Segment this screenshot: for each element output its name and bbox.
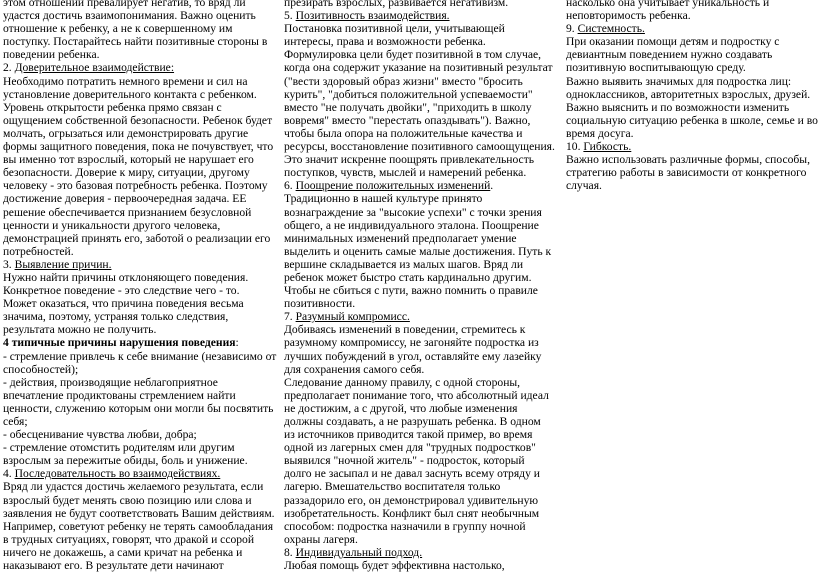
text-run: 6. bbox=[284, 179, 296, 193]
text-run: удастся достичь взаимопонимания. Важно оценить bbox=[3, 9, 256, 23]
text-line bbox=[3, 363, 273, 376]
text-run: 8. bbox=[284, 545, 296, 559]
text-run: позитивную воспитывающую среду. bbox=[566, 61, 746, 75]
text-line bbox=[284, 192, 550, 205]
text-line bbox=[3, 245, 273, 258]
text-line bbox=[284, 9, 550, 22]
text-run: демонстрацией принять его, заботой о реализации его bbox=[3, 231, 271, 245]
text-line bbox=[566, 22, 812, 35]
text-run: одной из лагерных смен для "трудных подростков" bbox=[284, 441, 536, 455]
text-run: предполагает понимание того, что абсолютный идеал bbox=[284, 388, 549, 402]
text-run: формы защитного поведения, пока не почувствует, что bbox=[3, 140, 274, 154]
text-line bbox=[3, 9, 273, 22]
text-run: раззадорило его, он демонстрировал удивительную bbox=[284, 493, 539, 507]
text-run: Следование данному правилу, с одной стороны, bbox=[284, 375, 521, 389]
text-run: потребностей. bbox=[3, 244, 74, 258]
text-line bbox=[284, 101, 550, 114]
text-run: Например, советуют ребенку не терять самообладания bbox=[3, 519, 274, 533]
text-line bbox=[566, 35, 812, 48]
text-run: вместо "не получать двойки", "приходить в школу bbox=[284, 100, 532, 114]
text-run: одноклассников, авторитетных взрослых, друзей. bbox=[566, 87, 811, 101]
text-line bbox=[566, 153, 812, 166]
text-line bbox=[3, 153, 273, 166]
text-line bbox=[3, 0, 273, 9]
text-line bbox=[3, 533, 273, 546]
section-heading: Выявление причин. bbox=[14, 257, 112, 271]
text-run: . bbox=[490, 179, 494, 193]
text-line bbox=[3, 520, 273, 533]
text-run: Добиваясь изменений в поведении, стремитесь к bbox=[284, 323, 526, 337]
text-line bbox=[284, 467, 550, 480]
text-run: позитивности. bbox=[284, 297, 356, 311]
text-line bbox=[284, 114, 550, 127]
text-run: 3. bbox=[3, 257, 15, 271]
text-line bbox=[284, 323, 550, 336]
text-line bbox=[284, 61, 553, 75]
text-line bbox=[3, 35, 273, 48]
text-line bbox=[3, 219, 273, 232]
text-line bbox=[284, 310, 550, 323]
section-heading: Поощрение положительных изменений bbox=[295, 179, 491, 193]
text-run: в трудных ситуациях, говорят, что дракой и ссорой bbox=[3, 532, 255, 546]
text-run: Нужно найти причины отклоняющего поведения. bbox=[3, 270, 249, 284]
text-run: наказывают его. В результате дети начинают bbox=[3, 559, 224, 572]
text-run: 7. bbox=[284, 310, 296, 324]
text-line bbox=[3, 494, 273, 507]
text-line bbox=[284, 454, 550, 467]
text-run: этом отношении превалирует негатив, то вряд ли bbox=[3, 0, 246, 9]
text-line bbox=[284, 350, 550, 363]
text-line bbox=[3, 297, 273, 310]
section-heading: Последовательность во взаимодействиях. bbox=[14, 467, 221, 481]
text-run: способом: подростка назначили в группу ночной bbox=[284, 519, 526, 533]
text-line bbox=[3, 61, 273, 74]
text-line bbox=[3, 441, 273, 454]
text-line bbox=[284, 88, 550, 101]
text-line bbox=[566, 127, 812, 140]
text-run: вовремя" вместо "перестать опаздывать"). Важно, bbox=[284, 113, 531, 127]
text-run: результата можно не получить. bbox=[3, 323, 157, 337]
text-line bbox=[3, 415, 273, 428]
text-line bbox=[284, 284, 550, 297]
text-line bbox=[284, 245, 550, 258]
text-run: вершине складывается из малых шагов. Вряд ли bbox=[284, 257, 524, 271]
text-line bbox=[3, 101, 273, 114]
text-run: неповторимость ребенка. bbox=[566, 9, 691, 23]
text-run: заявления не будут соответствовать Вашим действиям. bbox=[3, 506, 275, 520]
text-line bbox=[284, 480, 550, 493]
text-line bbox=[284, 232, 550, 245]
text-line bbox=[566, 179, 812, 192]
text-run: решение обеспечивается признанием безусловной bbox=[3, 205, 252, 219]
text-line bbox=[3, 206, 273, 219]
text-run: 2. bbox=[3, 61, 15, 75]
text-run: Постановка позитивной цели, учитывающей bbox=[284, 22, 505, 36]
text-run: интересы, права и возможности ребенка. bbox=[284, 35, 486, 49]
text-run: ничего не докажешь, а сами кричат на ребенка и bbox=[3, 545, 243, 559]
text-line bbox=[3, 310, 273, 323]
text-line bbox=[3, 166, 273, 179]
text-run: Формулировка цели будет позитивной в том случае, bbox=[284, 48, 542, 62]
text-run: Важно использовать различные формы, способы, bbox=[566, 153, 810, 167]
bold-heading: 4 типичные причины нарушения поведения bbox=[3, 336, 236, 350]
text-line bbox=[284, 415, 550, 428]
section-heading: Позитивность взаимодействия. bbox=[295, 9, 450, 23]
text-line bbox=[284, 559, 550, 572]
text-line bbox=[284, 297, 550, 310]
text-run: отношение к ребенку, а не к совершенному им bbox=[3, 22, 233, 36]
text-line bbox=[284, 428, 550, 441]
text-line bbox=[3, 389, 273, 402]
text-line bbox=[284, 127, 550, 140]
text-run: 4. bbox=[3, 467, 15, 481]
text-line bbox=[284, 219, 550, 232]
text-run: должны создавать, а не разрушать ребенка. В одном bbox=[284, 415, 541, 428]
text-run: - действия, производящие неблагоприятное bbox=[3, 375, 218, 389]
text-line bbox=[3, 454, 273, 467]
text-run: когда она содержит указание на позитивный результат bbox=[284, 61, 553, 75]
text-line bbox=[3, 127, 273, 140]
text-run: - стремление привлечь к себе внимание (независимо от bbox=[3, 349, 277, 363]
text-line bbox=[3, 232, 273, 245]
text-run: не достижим, а с другой, что любые изменения bbox=[284, 401, 518, 415]
text-line bbox=[3, 336, 273, 349]
text-run: 9. bbox=[566, 22, 578, 36]
text-line bbox=[284, 507, 550, 520]
text-line bbox=[284, 376, 550, 389]
text-line bbox=[284, 22, 550, 35]
text-line bbox=[3, 22, 273, 35]
text-column-3 bbox=[566, 0, 818, 193]
text-run: - стремление отомстить родителям или другим bbox=[3, 441, 235, 455]
text-run: Любая помощь будет эффективна настолько, bbox=[284, 559, 505, 572]
text-line bbox=[3, 323, 273, 336]
text-run: время досуга. bbox=[566, 126, 634, 140]
text-run: ценности, служению которым они могли бы посвятить bbox=[3, 401, 274, 415]
text-line bbox=[566, 48, 812, 61]
text-line bbox=[3, 546, 273, 559]
text-run: выделить и оценить самые малые достижения. Путь к bbox=[284, 244, 552, 258]
text-line bbox=[3, 75, 273, 88]
text-run: социальную ситуацию ребенка в школе, семье и во bbox=[566, 113, 818, 127]
text-line bbox=[284, 140, 555, 154]
text-line bbox=[284, 48, 550, 61]
text-line bbox=[3, 467, 273, 480]
text-line bbox=[3, 402, 273, 415]
text-run: Конкретное поведение - это следствие чего - то. bbox=[3, 284, 240, 298]
text-run: случая. bbox=[566, 179, 602, 193]
section-heading: Системность. bbox=[577, 22, 645, 36]
text-run: ценности и уникальности другого человека, bbox=[3, 218, 221, 232]
text-line bbox=[3, 114, 273, 127]
text-run: При оказании помощи детям и подростку с bbox=[566, 35, 780, 49]
text-line bbox=[284, 153, 550, 166]
text-run: поступку. Постарайтесь найти позитивные стороны в bbox=[3, 35, 268, 49]
text-run: Традиционно в нашей культуре принято bbox=[284, 192, 483, 206]
text-run: изобретательность. Конфликт был снят необычным bbox=[284, 506, 540, 520]
text-run: Это значит искренне поощрять привлекательность bbox=[284, 153, 535, 167]
text-line bbox=[3, 88, 273, 101]
text-run: Важно выявить значимых для подростка лиц: bbox=[566, 74, 792, 88]
text-line bbox=[284, 166, 550, 179]
text-line bbox=[284, 75, 550, 88]
text-run: ощущением собственной безопасности. Ребенок будет bbox=[3, 113, 273, 127]
text-run: для сохранения самого себя. bbox=[284, 362, 425, 376]
text-run: Чтобы не сбиться с пути, важно помнить о правиле bbox=[284, 284, 538, 298]
text-run: лучших побуждений в угол, оставляйте ему лазейку bbox=[284, 349, 542, 363]
text-column-1 bbox=[3, 0, 277, 572]
text-run: Может оказаться, что причина поведения весьма bbox=[3, 297, 244, 311]
text-run: 10. bbox=[566, 140, 584, 154]
text-line bbox=[3, 284, 273, 297]
text-line bbox=[284, 0, 550, 9]
text-line bbox=[284, 179, 550, 192]
text-run: впечатление продиктованы стремлением найти bbox=[3, 388, 236, 402]
text-run: разумному компромиссу, не загоняйте подростка из bbox=[284, 336, 539, 350]
text-line bbox=[566, 88, 812, 101]
text-run: ребенок может быстро стать кардинально другим. bbox=[284, 270, 532, 284]
text-run: безопасности. Доверие к миру, ситуации, другому bbox=[3, 166, 250, 180]
text-run: 5. bbox=[284, 9, 296, 23]
text-line bbox=[284, 441, 550, 454]
section-heading: Индивидуальный подход. bbox=[295, 545, 423, 559]
text-run: девиантным поведением нужно создавать bbox=[566, 48, 773, 62]
text-run: ("вести здоровый образ жизни" вместо "бросить bbox=[284, 74, 523, 88]
text-line bbox=[284, 258, 550, 271]
text-run: долго не засыпал и не давал заснуть всему отряду и bbox=[284, 467, 540, 481]
text-line bbox=[284, 363, 550, 376]
text-line bbox=[284, 520, 550, 533]
text-line bbox=[566, 0, 812, 9]
text-line bbox=[3, 507, 273, 520]
text-run: Необходимо потратить немного времени и сил на bbox=[3, 74, 248, 88]
section-heading: Разумный компромисс. bbox=[295, 310, 410, 324]
text-column-2 bbox=[284, 0, 555, 572]
text-run: вознаграждение за "высокие успехи" с точки зрения bbox=[284, 205, 542, 219]
text-line bbox=[284, 546, 550, 559]
text-line bbox=[566, 101, 812, 114]
text-line bbox=[3, 559, 273, 572]
text-line bbox=[566, 113, 818, 127]
text-run: взрослый будет менять свою позицию или слова и bbox=[3, 493, 252, 507]
text-line bbox=[284, 336, 550, 349]
text-run: чтобы была опора на положительные качества и bbox=[284, 126, 523, 140]
text-run: значима, поэтому, устраняя только следствия, bbox=[3, 310, 229, 324]
text-line bbox=[3, 258, 273, 271]
text-run: из источников приводится такой пример, во время bbox=[284, 428, 533, 442]
text-line bbox=[284, 533, 550, 546]
text-line bbox=[3, 428, 273, 441]
text-run: взрослым за пережитые обиды, боль и унижение. bbox=[3, 454, 248, 468]
section-heading: Доверительное взаимодействие: bbox=[14, 61, 175, 75]
text-run: молчать, огрызаться или демонстрировать другие bbox=[3, 126, 249, 140]
text-run: Уровень открытости ребенка прямо связан с bbox=[3, 100, 222, 114]
text-run: установление доверительного контакта с ребенком. bbox=[3, 87, 257, 101]
text-run: себя; bbox=[3, 415, 28, 428]
text-run: Важно выяснить и по возможности изменить bbox=[566, 100, 790, 114]
text-line bbox=[3, 480, 273, 493]
text-line bbox=[284, 35, 550, 48]
text-run: лагерю. Вмешательство воспитателя только bbox=[284, 480, 501, 494]
text-run: - обесценивание чувства любви, добра; bbox=[3, 428, 197, 442]
text-run: минимальных изменений предполагает умение bbox=[284, 231, 517, 245]
text-line bbox=[284, 206, 550, 219]
text-line bbox=[566, 75, 812, 88]
text-line bbox=[3, 140, 273, 153]
text-run: стратегию работы в зависимости от конкретного bbox=[566, 166, 807, 180]
text-run: способностей); bbox=[3, 362, 79, 376]
text-run: поступков, чувств, мыслей и намерений ребенка. bbox=[284, 166, 527, 180]
text-run: достижение доверия - первоочередная задача. ЕЕ bbox=[3, 192, 247, 206]
text-line bbox=[284, 271, 550, 284]
text-run: выявился "ночной житель" - подросток, который bbox=[284, 454, 525, 468]
text-line bbox=[284, 402, 550, 415]
text-line bbox=[3, 48, 273, 61]
text-run: ресурсы, восстановление позитивного самоощущения. bbox=[284, 140, 555, 154]
text-run: человеку - это базовая потребность ребенка. Поэтому bbox=[3, 179, 268, 193]
text-line bbox=[284, 389, 550, 402]
text-line bbox=[3, 179, 273, 192]
text-line bbox=[3, 271, 273, 284]
text-run: презирать взрослых, развивается негативизм. bbox=[284, 0, 509, 9]
section-heading: Гибкость. bbox=[583, 140, 632, 154]
text-run: насколько она учитывает уникальность и bbox=[566, 0, 770, 9]
text-run: курить", "добиться положительной успеваемости" bbox=[284, 87, 533, 101]
text-line bbox=[566, 61, 812, 74]
text-line bbox=[566, 140, 812, 153]
text-line bbox=[284, 494, 550, 507]
text-run: : bbox=[235, 336, 239, 350]
text-line bbox=[566, 9, 812, 22]
text-run: Вряд ли удастся достичь желаемого результата, если bbox=[3, 480, 264, 494]
text-line bbox=[566, 166, 812, 179]
text-line bbox=[3, 349, 277, 363]
text-run: вы именно тот взрослый, который не нарушает его bbox=[3, 153, 254, 167]
text-run: общего, а не индивидуального эталона. Поощрение bbox=[284, 218, 539, 232]
text-line bbox=[3, 376, 273, 389]
text-line bbox=[3, 192, 273, 205]
text-run: охраны лагеря. bbox=[284, 532, 358, 546]
text-run: поведении ребенка. bbox=[3, 48, 100, 62]
